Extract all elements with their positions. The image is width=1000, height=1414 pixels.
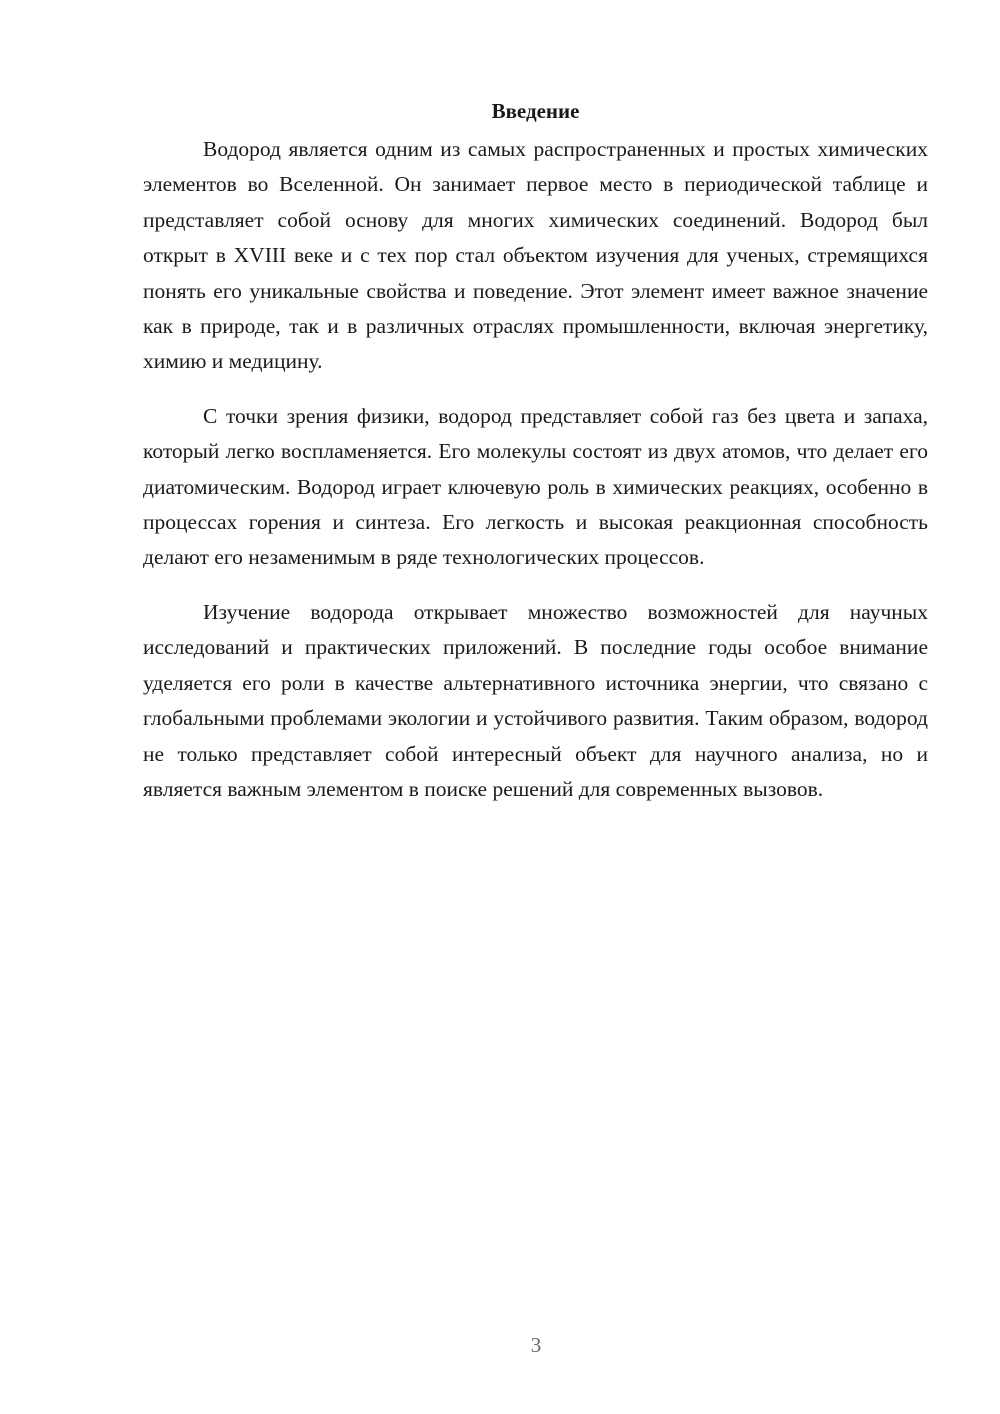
- paragraph-3: Изучение водорода открывает множество возможностей для научных исследований и практических приложений. В последние годы особое внимание уделяется его роли в качестве альтернативного источника энергии, что связано с глобальными проблемами экологии и устойчивого развития. Таким образом, водород не только представляет собой интересный объект для научного анализа, но и является важным элементом в поиске решений для современных вызовов.: [143, 599, 928, 801]
- section-heading: Введение: [491, 99, 580, 123]
- paragraph-1: Водород является одним из самых распространенных и простых химических элементов во Вселенной. Он занимает первое место в периодической таблице и представляет собой основу для многих химических соединений. Водород был открыт в XVIII веке и с тех пор стал объектом изучения для ученых, стремящихся понять его уникальные свойства и поведение. Этот элемент имеет важное значение как в природе, так и в различных отраслях промышленности, включая энергетику, химию и медицину.: [143, 137, 928, 374]
- page-content: [143, 96, 928, 826]
- page-number: 3: [530, 1333, 542, 1357]
- paragraph-2: С точки зрения физики, водород представляет собой газ без цвета и запаха, который легко воспламеняется. Его молекулы состоят из двух атомов, что делает его диатомическим. Водород играет ключевую роль в химических реакциях, особенно в процессах горения и синтеза. Его легкость и высокая реакционная способность делают его незаменимым в ряде технологических процессов.: [143, 403, 928, 570]
